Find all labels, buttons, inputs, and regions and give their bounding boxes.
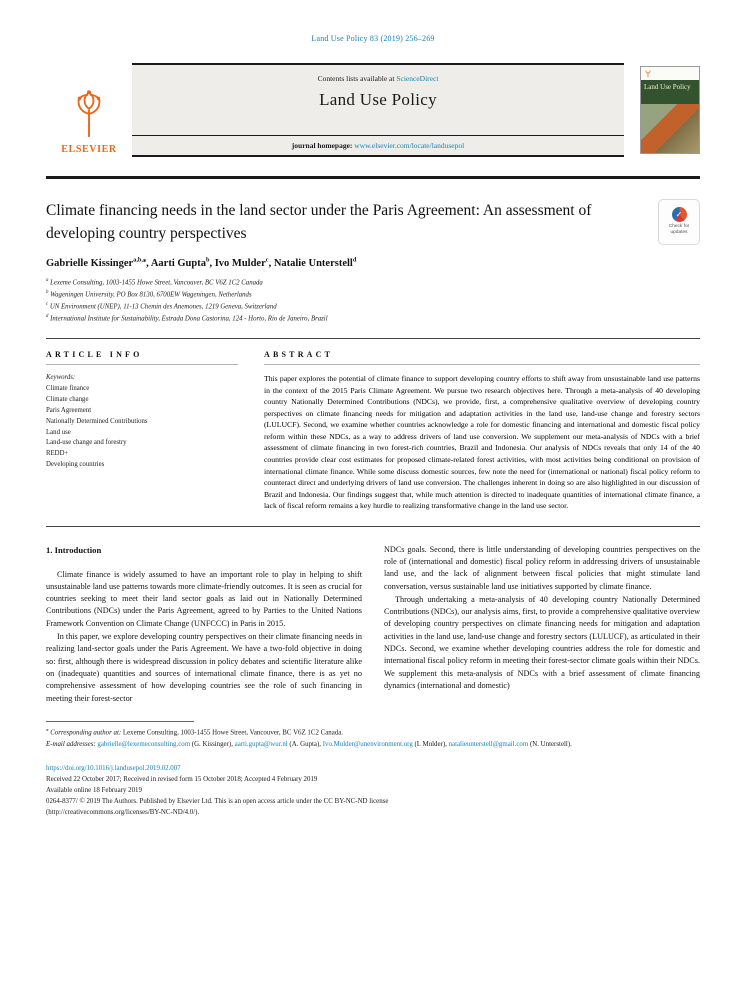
info-abstract-block: [46, 339, 700, 526]
journal-title: Land Use Policy: [319, 90, 437, 109]
body-column-left: [46, 544, 362, 705]
elsevier-wordmark: ELSEVIER: [61, 144, 117, 155]
copyright-line: 0264-8377/ © 2019 The Authors. Published by Elsevier Ltd. This is an open access article under the CC BY-NC-ND license: [46, 798, 389, 806]
keyword: Land-use change and forestry: [46, 439, 127, 447]
cover-image: [641, 104, 699, 153]
cover-title: Land Use Policy: [641, 80, 699, 104]
crossmark-icon: ✓: [672, 207, 687, 222]
footnote-rule: [46, 721, 194, 722]
elsevier-logo[interactable]: [46, 63, 132, 157]
check-badge-label: Check for updates: [668, 224, 690, 235]
title-row: [46, 199, 700, 246]
emails-label: E-mail addresses:: [46, 740, 98, 748]
affiliation: $^b$ Wageningen University, PO Box 8130, 6700EW Wageningen, Netherlands: [46, 289, 252, 298]
homepage-row: [132, 135, 624, 155]
corresponding-author-footnote: [46, 727, 700, 739]
corresponding-text: Lexeme Consulting, 1003-1455 Howe Street, Vancouver, BC V6Z 1C2 Canada.: [122, 729, 344, 737]
journal-header-band: [46, 63, 700, 157]
section-heading-introduction: 1. Introduction: [46, 544, 102, 555]
publication-info: [46, 763, 700, 818]
footnotes: [46, 721, 700, 750]
elsevier-tree-icon: [70, 88, 108, 143]
email-link[interactable]: Ivo.Mulder@unenvironment.org: [322, 740, 413, 748]
body-paragraph: Through undertaking a meta-analysis of 40 developing country Nationally Determined Contributions (NDCs), our analysis aims, first, to provide a comprehensive qualitative overview of developing country perspectives on climate financing needs for mitigation and adaptation activities in the land use, land-use change and forestry sectors (LULUCF), as articulated in their NDCs. Second, we examine whether developing countries address the role for domestic and international fiscal policy reform in meeting their forest-sector climate goals within their NDCs. We supplement this meta-analysis of NDCs with a brief assessment of climate financing dynamics (international and domestic): [384, 594, 700, 690]
contents-line: [132, 74, 624, 83]
journal-masthead: [132, 63, 624, 157]
email-link[interactable]: gabrielle@lexemeconsulting.com: [97, 740, 191, 748]
keyword: Climate change: [46, 395, 89, 403]
keyword: Nationally Determined Contributions: [46, 417, 148, 425]
article-title: Climate financing needs in the land sector under the Paris Agreement: An assessment of developing country perspectives: [46, 201, 592, 242]
abstract-column: [264, 350, 700, 512]
doi-link[interactable]: https://doi.org/10.1016/j.landusepol.2019.02.007: [46, 764, 181, 772]
abstract-text: This paper explores the potential of climate finance to support developing country efforts to shift away from unsustainable land use patterns in the context of the 2015 Paris Climate Agreement. We pursue two research objectives here. Through a meta-analysis of 40 developing country Nationally Determined Contributions (NDCs), we provide, first, a comprehensive qualitative overview of developing country perspectives on climate financing needs for mitigation and adaptation activities in the land use, land-use change and forestry sectors (LULUCF). Second, we examine whether countries acknowledge a role for domestic financing and international and domestic fiscal policy reform within these NDCs, as a way to address drivers of land use conversion. We supplement our meta-analysis of NDCs with a brief assessment of climate financing in two forest-rich countries, Brazil and Indonesia. Our analysis of NDCs reveals that only 14 of the 40 countries provide clear cost estimates for proposed climate-related forest activities, with most activities being conditional on provision of international climate finance. While some discuss domestic sources, few note the need for (international or national) fiscal policy reform to counteract direct and underlying drivers of land use conversion. The challenges inherent in doing so are also highlighted in our discussion of Brazil and Indonesia. Our findings suggest that, while much attention is directed to inadequate quantities of international climate finance, a lack of fiscal reform remains a key hurdle to realizing transformative change in the land use sector.: [264, 374, 700, 511]
cover-brand-strip: [641, 67, 699, 80]
info-bottom-rule: [46, 526, 700, 527]
author: Natalie Unterstell$^d$: [273, 256, 357, 269]
email-link[interactable]: aarti.gupta@wur.nl: [234, 740, 288, 748]
homepage-label: journal homepage:: [291, 141, 355, 150]
affiliation: $^a$ Lexeme Consulting, 1003-1455 Howe Street, Vancouver, BC V6Z 1C2 Canada: [46, 277, 263, 286]
header-rule: [46, 176, 700, 179]
author: Gabrielle Kissinger$^{a,b,⁎}$,: [46, 256, 151, 269]
affiliations: [46, 277, 700, 326]
body-paragraph: Climate finance is widely assumed to have an important role to play in helping to shift unsustainable land use patterns towards more climate-friendly outcomes. It is seen as crucial for countries seeking to meet their land sector goals as laid out in Nationally Determined Contributions (NDCs) under the Paris Agreement, agreed to by Parties to the United Nations Framework Convention on Climate Change (UNFCCC) in Paris in 2015.: [46, 569, 362, 628]
keyword: Developing countries: [46, 461, 105, 469]
email-link[interactable]: natalieunterstell@gmail.com: [448, 740, 529, 748]
article-info-column: [46, 350, 238, 512]
email-addresses-footnote: E-mail addresses: gabrielle@lexemeconsulting.com (G. Kissinger), aarti.gupta@wur.nl (A. Gupta), Ivo.Mulder@unenvironment.org (I. Mulder), natalieunterstell@gmail.com (N. Unterstell).: [46, 740, 572, 748]
check-for-updates-badge[interactable]: [658, 199, 700, 245]
affiliation: $^c$ UN Environment (UNEP), 11-13 Chemin des Anemones, 1219 Geneva, Switzerland: [46, 301, 277, 311]
keywords-label: Keywords:: [46, 374, 76, 382]
cover-area: [624, 63, 700, 157]
body-paragraph: NDCs goals. Second, there is little understanding of developing countries perspectives on the role of (international and domestic) fiscal policy reform in addressing drivers of unsustainable land use, and the lack of alignment between fiscal policies that might stimulate land conversation, versus sustainable land use initiatives supported by climate finance.: [384, 544, 700, 591]
author: Ivo Mulder$^c$,: [214, 256, 274, 269]
journal-cover-thumb[interactable]: [640, 66, 700, 154]
affiliation: $^d$ International Institute for Sustainability, Estrada Dona Castorina, 124 - Horto, Rio de Janeiro, Brazil: [46, 313, 328, 323]
body-paragraph: In this paper, we explore developing country perspectives on their climate financing needs in realizing land-sector goals under the Paris Agreement. We have a two-fold objective in doing so: first, although there is widespread discussion in policy debates and scientific literature alike on (inadequate) quantities and sources of international climate finance, there is as yet no comprehensive assessment of how developing countries see the role of such financing in meeting their forest-sector: [46, 632, 362, 703]
contents-prefix: Contents lists available at: [317, 74, 397, 83]
license-url: (http://creativecommons.org/licenses/BY-NC-ND/4.0/).: [46, 809, 200, 817]
article-body: [46, 544, 700, 705]
author-line: [46, 256, 700, 269]
article-info-heading: ARTICLE INFO: [46, 350, 238, 365]
footnote-marker: ⁎: [46, 727, 49, 733]
journal-homepage-link[interactable]: www.elsevier.com/locate/landusepol: [354, 141, 465, 150]
keyword: REDD+: [46, 450, 69, 458]
corresponding-label: Corresponding author at:: [48, 729, 123, 737]
available-online: Available online 18 February 2019: [46, 787, 142, 795]
keyword: Climate finance: [46, 385, 90, 392]
author: Aarti Gupta$^b$,: [150, 256, 215, 269]
sciencedirect-link[interactable]: ScienceDirect: [396, 74, 439, 83]
keyword: Paris Agreement: [46, 406, 92, 414]
received-dates: Received 22 October 2017; Received in revised form 15 October 2018; Accepted 4 February 2019: [46, 775, 318, 783]
keyword: Land use: [46, 428, 71, 436]
journal-citation: Land Use Policy 83 (2019) 256–269: [311, 34, 435, 43]
body-column-right: [384, 544, 700, 705]
abstract-heading: ABSTRACT: [264, 350, 700, 365]
